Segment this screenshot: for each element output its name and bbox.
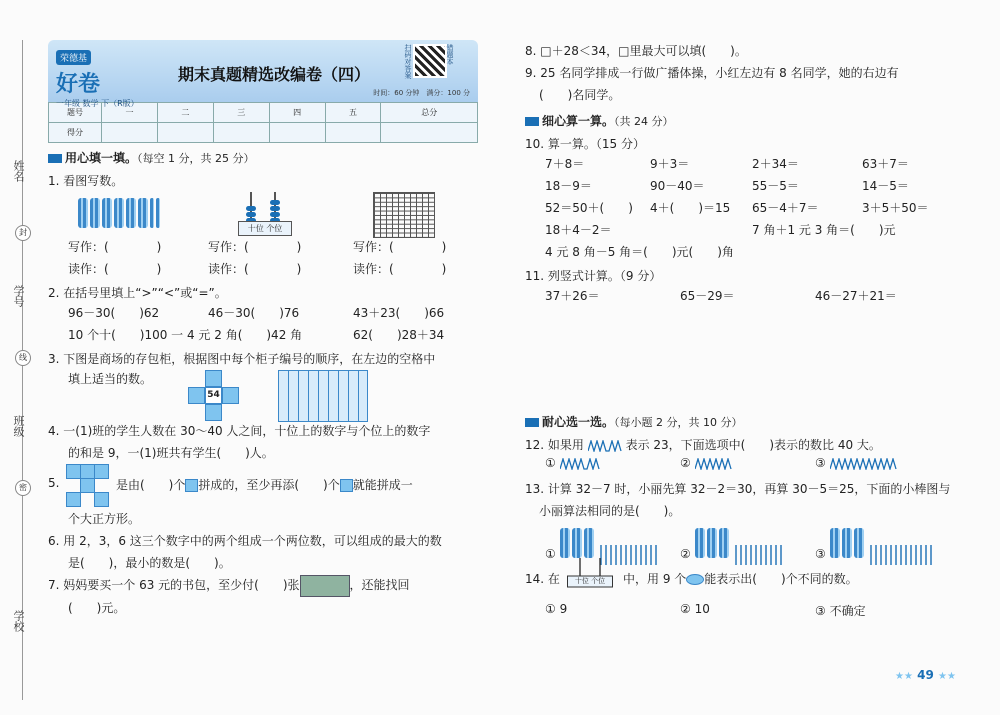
question-5-text[interactable]: 是由( )个 拼成的，至少再添( )个 就能拼成一 [116,478,413,492]
stick-bundles-icon [78,198,162,232]
calc-item[interactable]: 65－4＋7＝ [752,201,819,215]
student-id-label: 学号 [12,285,25,307]
stick-bundle-icon [830,528,840,558]
calc-item[interactable]: 52＝50＋( ) [545,201,633,215]
question-6: 6. 用 2，3，6 这三个数字中的两个组成一个两位数，可以组成的最大的数 [48,534,442,548]
stick-bundle-icon [584,528,594,558]
qr-left-label: 扫码对答案 [404,44,412,79]
stick-bundle-icon [695,528,705,558]
stick-bundle-icon [572,528,582,558]
score-input[interactable] [381,123,478,143]
locker-cell[interactable] [205,404,222,421]
q1-answers [48,238,478,282]
small-square-icon [340,479,353,492]
q1-pictures [48,192,478,238]
stick-bundle-icon [707,528,717,558]
calc-item[interactable]: 7＋8＝ [545,157,585,171]
seal-mark: 线 [15,350,31,366]
question-14-cont: 中，用 9 个 能表示出( )个不同的数。 [623,572,858,586]
option-1[interactable]: ① 9 [545,602,568,616]
place-value-chart-icon [567,558,613,588]
score-cell: 得分 [49,123,102,143]
zigzag-icon [830,458,900,470]
binding-gutter [0,40,40,700]
q12-options [525,456,965,478]
brand-tag: 荣德基 [56,50,91,65]
locker-cross-diagram [178,370,248,420]
score-cell: 三 [213,103,269,123]
calc-item[interactable]: 2＋34＝ [752,157,799,171]
option-2[interactable]: ② 10 [680,602,710,616]
section-title: 耐心选一选。 [542,415,615,429]
q10-grid [525,155,965,265]
section-note: （每空 1 分，共 25 分） [137,152,255,165]
section-1-heading [48,149,478,166]
stick-bundle-icon [842,528,852,558]
brand-name: 好卷 [56,72,101,97]
section-title: 细心算一算。 [542,114,615,128]
section-note: （每小题 2 分，共 10 分） [614,416,743,429]
calc-item[interactable]: 90－40＝ [650,179,705,193]
q3-row [48,370,478,420]
squares-figure-icon [66,464,108,506]
seal-mark: 封 [15,225,31,241]
compare-item[interactable]: 10 个十( )100 一 4 元 2 角( )42 角 [68,328,303,342]
score-input-row [49,123,478,143]
zigzag-icon [588,440,622,452]
calc-item[interactable]: 7 角＋1 元 3 角＝( )元 [752,223,896,237]
section-marker-icon [48,154,62,163]
locker-cell[interactable] [205,370,222,387]
locker-cell[interactable] [222,387,239,404]
option-1[interactable]: ① [545,456,600,470]
score-input[interactable] [269,123,325,143]
option-3[interactable]: ③ 不确定 [815,604,866,618]
question-8[interactable]: 8. □＋28＜34，□里最大可以填( )。 [525,44,747,58]
time-info: 时间：60 分钟 满分：100 分 [373,89,470,97]
place-value-label: 十位 个位 [574,577,606,585]
calc-item[interactable]: 63＋7＝ [862,157,909,171]
score-input[interactable] [157,123,213,143]
vertical-calc-item[interactable]: 37＋26＝ [545,289,600,303]
stick-bundle-icon [719,528,729,558]
section-2-heading [525,112,965,129]
calc-item[interactable]: 18＋4－2＝ [545,223,612,237]
question-14[interactable] [525,558,965,602]
section-note: （共 24 分） [614,115,674,128]
question-6-cont[interactable]: 是( )，最小的数是( )。 [68,556,231,570]
compare-item[interactable]: 46－30( )76 [208,306,300,320]
question-4: 4. 一(1)班的学生人数在 30～40 人之间，十位上的数字与个位上的数字 [48,424,431,438]
grade-label: 一年级 数学 下（R版） [56,99,139,108]
locker-cabinet-icon [278,370,368,422]
bead-icon [686,574,704,585]
left-column [48,40,478,619]
abacus-icon [238,192,290,236]
vertical-calc-item[interactable]: 46－27＋21＝ [815,289,897,303]
vertical-calc-item[interactable]: 65－29＝ [680,289,735,303]
exam-header [48,40,478,108]
section-marker-icon [525,418,539,427]
option-2[interactable]: ② [680,456,735,470]
name-label: 姓名 [12,160,25,182]
locker-number: 54 [205,387,222,404]
qr-code[interactable] [403,44,455,84]
answer-read[interactable]: 读作：( ) [353,262,447,276]
option-3[interactable]: ③ [815,456,900,470]
locker-cell[interactable] [188,387,205,404]
question-13: 13. 计算 32－7 时，小丽先算 32－2＝30，再算 30－5＝25，下面的小棒图与 [525,482,951,496]
question-13-cont[interactable]: 小丽算法相同的是( )。 [539,504,681,518]
banknote-icon [300,575,350,597]
q2-items [48,304,478,348]
question-14-text: 14. 在 [525,572,560,586]
answer-write[interactable]: 写作：( ) [353,240,447,254]
answer-read[interactable]: 读作：( ) [208,262,302,276]
score-cell: 总分 [381,103,478,123]
q11-items [525,287,965,407]
cut-line [22,40,23,700]
score-cell: 二 [157,103,213,123]
question-5-number: 5. [48,476,60,490]
calc-item[interactable]: 3＋5＋50＝ [862,201,929,215]
question-10: 10. 算一算。（15 分） [525,137,645,151]
option-1[interactable]: ① [545,528,661,567]
question-1: 1. 看图写数。 [48,174,124,188]
q13-options [525,522,965,561]
section-title: 用心填一填。 [65,151,138,165]
question-7-cont[interactable]: ( )元。 [68,600,126,615]
page-number: ★★ 49 ★★ [895,668,956,682]
score-cell: 题号 [49,103,102,123]
zigzag-icon [695,458,735,470]
question-3-cont: 填上适当的数。 [68,372,153,386]
star-icon: ★★ [938,671,956,682]
exam-title: 期末真题精选改编卷（四） [178,65,371,84]
calc-item[interactable]: 55－5＝ [752,179,799,193]
compare-item[interactable]: 96－30( )62 [68,306,160,320]
stick-bundle-icon [560,528,570,558]
place-value-label: 十位 个位 [238,221,292,236]
answer-write[interactable]: 写作：( ) [208,240,302,254]
answer-write[interactable]: 写作：( ) [68,240,162,254]
seal-mark: 密 [15,480,31,496]
zigzag-icon [560,458,600,470]
compare-item[interactable]: 62( )28＋34 [353,328,445,342]
school-label: 学校 [12,610,25,632]
q14-options [525,602,965,624]
hundred-grid-icon [373,192,435,238]
class-label: 班级 [12,415,25,437]
calc-item[interactable]: 4＋( )＝15 [650,201,731,215]
star-icon: ★★ [895,671,913,682]
question-7[interactable]: 7. 妈妈要买一个 63 元的书包，至少付( )张 ，还能找回 [48,574,478,597]
question-5-cont: 个大正方形。 [68,512,141,526]
question-12[interactable]: 12. 如果用 表示 23，下面选项中( )表示的数比 40 大。 [525,438,881,452]
qr-right-label: 错题本 [446,44,454,65]
calc-item[interactable]: 14－5＝ [862,179,909,193]
small-square-icon [185,479,198,492]
score-input[interactable] [325,123,381,143]
score-cell: 四 [269,103,325,123]
right-column [525,40,965,624]
score-input[interactable] [102,123,158,143]
question-4-cont[interactable]: 的和是 9，一(1)班共有学生( )人。 [68,446,274,460]
section-marker-icon [525,117,539,126]
compare-item[interactable]: 43＋23( )66 [353,306,445,320]
option-2[interactable]: ② [680,528,794,567]
question-11: 11. 列竖式计算。（9 分） [525,269,662,283]
calc-item[interactable]: 4 元 8 角－5 角＝( )元( )角 [545,245,734,259]
question-9: 9. 25 名同学排成一行做广播体操，小红左边有 8 名同学，她的右边有 [525,66,899,80]
question-9-cont[interactable]: ( )名同学。 [539,88,621,102]
question-5 [48,464,478,508]
section-3-heading [525,413,965,430]
calc-item[interactable]: 9＋3＝ [650,157,690,171]
calc-item[interactable]: 18－9＝ [545,179,592,193]
score-cell: 五 [325,103,381,123]
brand-logo [56,46,139,108]
option-3[interactable]: ③ [815,528,939,567]
stick-bundle-icon [854,528,864,558]
question-3: 3. 下图是商场的存包柜，根据图中每个柜子编号的顺序，在左边的空格中 [48,352,436,366]
answer-read[interactable]: 读作：( ) [68,262,162,276]
score-input[interactable] [213,123,269,143]
score-cell: 一 [102,103,158,123]
question-2: 2. 在括号里填上“>”“<”或“=”。 [48,286,227,300]
qr-icon [413,44,447,78]
